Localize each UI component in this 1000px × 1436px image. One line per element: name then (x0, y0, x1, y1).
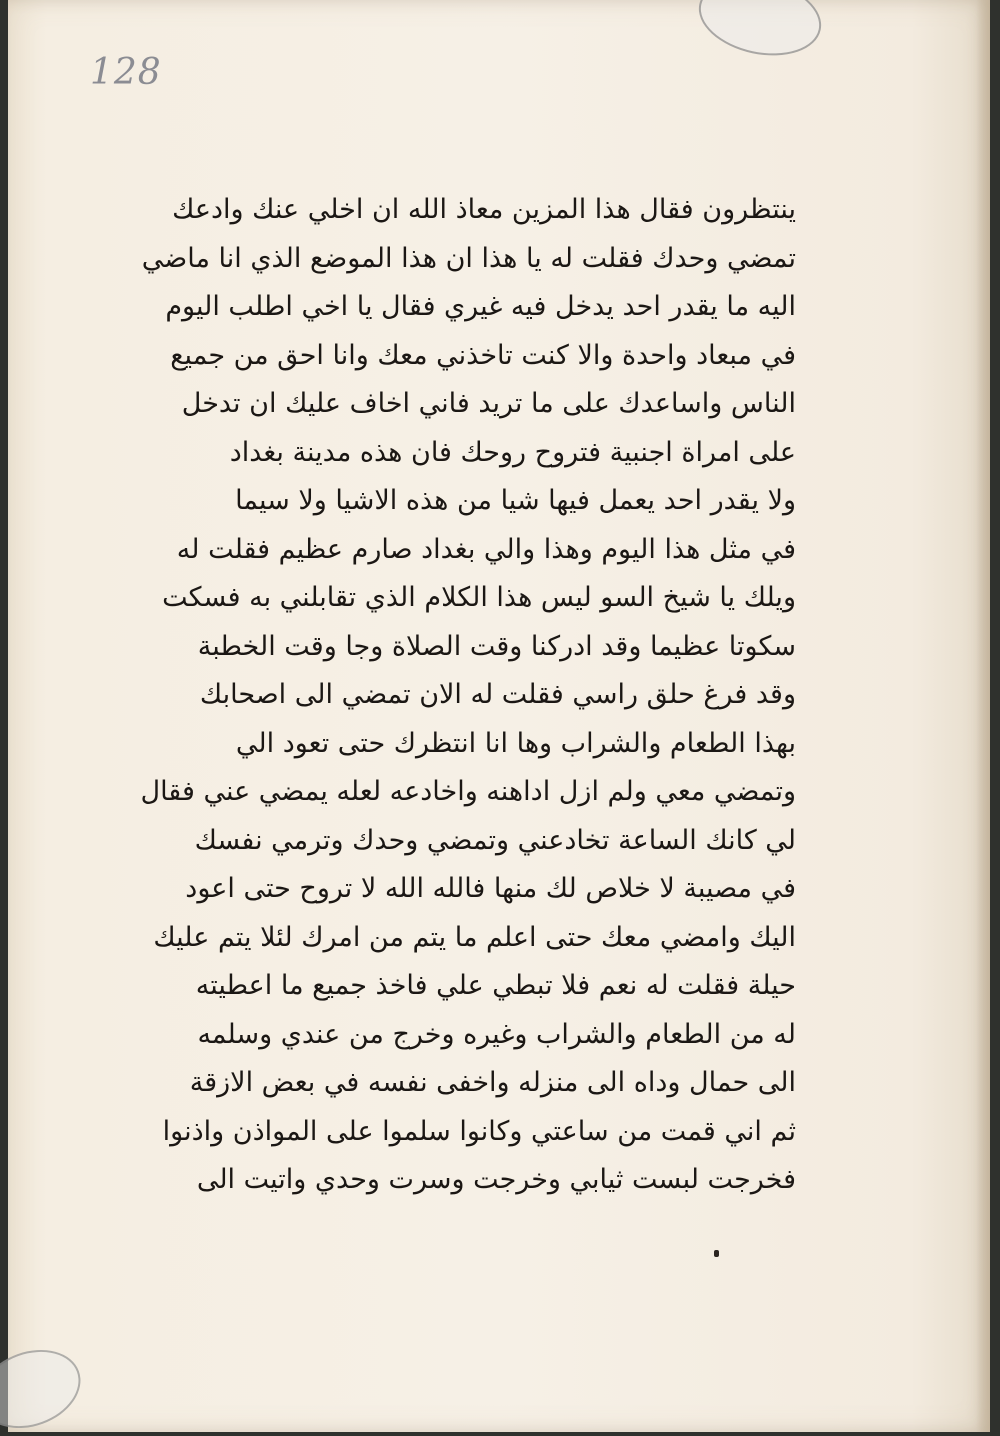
glass-weight-top (692, 0, 829, 66)
arabic-text-block (140, 186, 796, 1205)
text-line-17: حيلة فقلت له نعم فلا تبطي علي فاخذ جميع ما اعطيته (195, 970, 796, 1001)
text-line-9: ويلك يا شيخ السو ليس هذا الكلام الذي تقابلني به فسكت (162, 582, 796, 613)
text-line-11: وقد فرغ حلق راسي فقلت له الان تمضي الى اصحابك (199, 679, 796, 710)
text-line-15: في مصيبة لا خلاص لك منها فالله الله لا تروح حتى اعود (185, 873, 796, 904)
text-line-19: الى حمال وداه الى منزله واخفى نفسه في بعض الازقة (189, 1067, 796, 1098)
text-line-1: ينتظرون فقال هذا المزين معاذ الله ان اخلي عنك وادعك (172, 194, 796, 225)
text-line-3: اليه ما يقدر احد يدخل فيه غيري فقال يا اخي اطلب اليوم (165, 291, 796, 322)
text-line-7: ولا يقدر احد يعمل فيها شيا من هذه الاشيا ولا سيما (235, 485, 796, 516)
text-line-13: وتمضي معي ولم ازل اداهنه واخادعه لعله يمضي عني فقال (140, 776, 796, 807)
text-line-16: اليك وامضي معك حتى اعلم ما يتم من امرك لئلا يتم عليك (153, 921, 796, 953)
ink-dot (714, 1250, 719, 1257)
text-line-2: تمضي وحدك فقلت له يا هذا ان هذا الموضع الذي انا ماضي (141, 242, 796, 274)
text-line-12: بهذا الطعام والشراب وها انا انتظرك حتى تعود الي (235, 727, 796, 759)
text-line-21: فخرجت لبست ثيابي وخرجت وسرت وحدي واتيت الى (196, 1164, 796, 1195)
manuscript-page (8, 0, 990, 1432)
text-line-6: على امراة اجنبية فتروح روحك فان هذه مدينة بغداد (229, 436, 796, 468)
page-edge-shadow (976, 0, 990, 1432)
text-line-4: في مبعاد واحدة والا كنت تاخذني معك وانا احق من جميع (170, 339, 796, 371)
text-line-20: ثم اني قمت من ساعتي وكانوا سلموا على المواذن واذنوا (162, 1115, 796, 1147)
text-line-8: في مثل هذا اليوم وهذا والي بغداد صارم عظيم فقلت له (176, 533, 796, 565)
glass-weight-bottom (0, 1336, 92, 1436)
text-line-5: الناس واساعدك على ما تريد فاني اخاف عليك ان تدخل (181, 388, 796, 419)
folio-number: 128 (90, 52, 162, 93)
text-line-14: لي كانك الساعة تخادعني وتمضي وحدك وترمي نفسك (194, 824, 796, 856)
text-line-10: سكوتا عظيما وقد ادركنا وقت الصلاة وجا وقت الخطبة (197, 630, 796, 662)
text-line-18: له من الطعام والشراب وغيره وخرج من عندي وسلمه (197, 1018, 796, 1050)
